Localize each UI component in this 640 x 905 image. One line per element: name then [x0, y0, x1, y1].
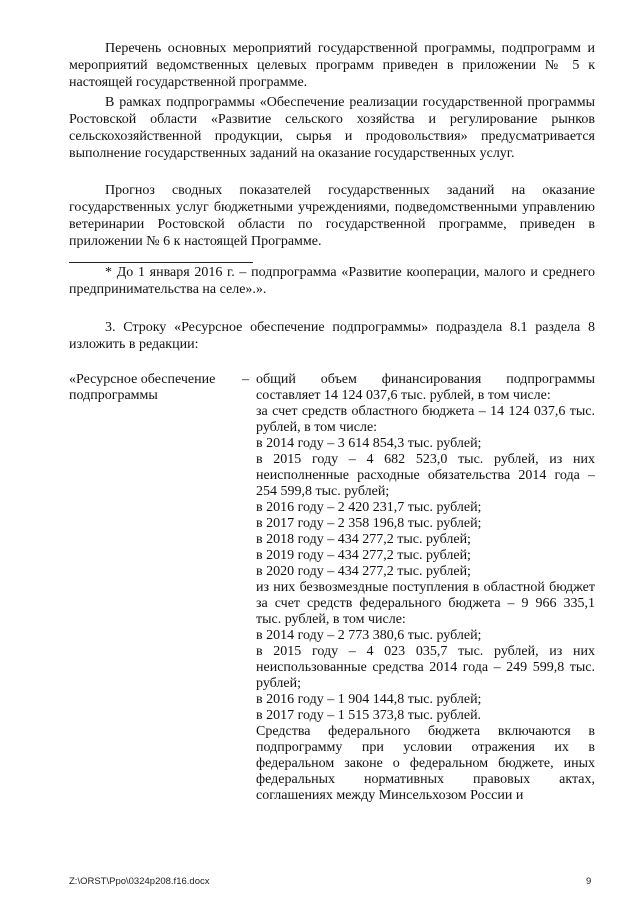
resource-line-8: в 2020 году – 434 277,2 тыс. рублей;	[256, 564, 471, 579]
paragraph-events-list: Перечень основных мероприятий государственной программы, подпрограмм и мероприятий ведомственных целевых программ приведен в приложении № 5 к настоящей государственной программе.	[69, 41, 595, 90]
resource-line-11: в 2015 году – 4 023 035,7 тыс. рублей, из них неиспользованные средства 2014 года – 249 599,8 тыс. рублей;	[256, 644, 595, 691]
paragraph-forecast: Прогноз сводных показателей государственных заданий на оказание государственных услуг бюджетными учреждениями, подведомственными управлению ветеринарии Ростовской области по государственной программе, приведен в приложении № 6 к настоящей Программе.	[69, 183, 595, 249]
resource-content	[256, 372, 595, 804]
footnote-text: * До 1 января 2016 г. – подпрограмма «Развитие кооперации, малого и среднего предпринимательства на селе».».	[69, 265, 595, 297]
resource-line-13: в 2017 году – 1 515 373,8 тыс. рублей.	[256, 708, 482, 723]
resource-label-text-2: подпрограммы	[69, 388, 158, 403]
paragraph-subprogram-tasks: В рамках подпрограммы «Обеспечение реализации государственной программы Ростовской области «Развитие сельского хозяйства и регулирование рынков сельскохозяйственной продукции, сырья и продовольствия» предусматривается выполнение государственных заданий на оказание государственных услуг.	[69, 95, 595, 161]
resource-line-1: за счет средств областного бюджета – 14 124 037,6 тыс. рублей, в том числе:	[256, 404, 595, 435]
resource-line-6: в 2018 году – 434 277,2 тыс. рублей;	[256, 532, 471, 547]
resource-line-12: в 2016 году – 1 904 144,8 тыс. рублей;	[256, 692, 482, 707]
resource-label	[69, 372, 249, 404]
resource-line-5: в 2017 году – 2 358 196,8 тыс. рублей;	[256, 516, 482, 531]
page-number: 9	[586, 876, 592, 887]
footer-file-path: Z:\ORST\Ppo\0324p208.f16.docx	[69, 876, 210, 887]
resource-label-line	[69, 372, 249, 388]
resource-line-3: в 2015 году – 4 682 523,0 тыс. рублей, из них неисполненные расходные обязательства 2014 года – 254 599,8 тыс. рублей;	[256, 452, 595, 499]
resource-line-0: общий объем финансирования подпрограммы составляет 14 124 037,6 тыс. рублей, в том числе:	[256, 372, 595, 403]
footnote-separator	[69, 262, 253, 263]
resource-line-7: в 2019 году – 434 277,2 тыс. рублей;	[256, 548, 471, 563]
resource-line-14: Средства федерального бюджета включаются в подпрограмму при условии отражения их в федеральном законе о федеральном бюджете, иных федеральных нормативных правовых актах, соглашениях между Минсельхозом России и	[256, 724, 595, 803]
amendment-instruction: 3. Строку «Ресурсное обеспечение подпрограммы» подраздела 8.1 раздела 8 изложить в редакции:	[69, 320, 595, 352]
resource-line-9: из них безвозмездные поступления в областной бюджет за счет средств федерального бюджета – 9 966 335,1 тыс. рублей, в том числе:	[256, 580, 595, 627]
resource-line-4: в 2016 году – 2 420 231,7 тыс. рублей;	[256, 500, 482, 515]
resource-line-2: в 2014 году – 3 614 854,3 тыс. рублей;	[256, 436, 482, 451]
resource-label-text: «Ресурсное обеспечение	[69, 372, 216, 387]
resource-line-10: в 2014 году – 2 773 380,6 тыс. рублей;	[256, 628, 482, 643]
resource-label-dash: –	[242, 372, 249, 387]
